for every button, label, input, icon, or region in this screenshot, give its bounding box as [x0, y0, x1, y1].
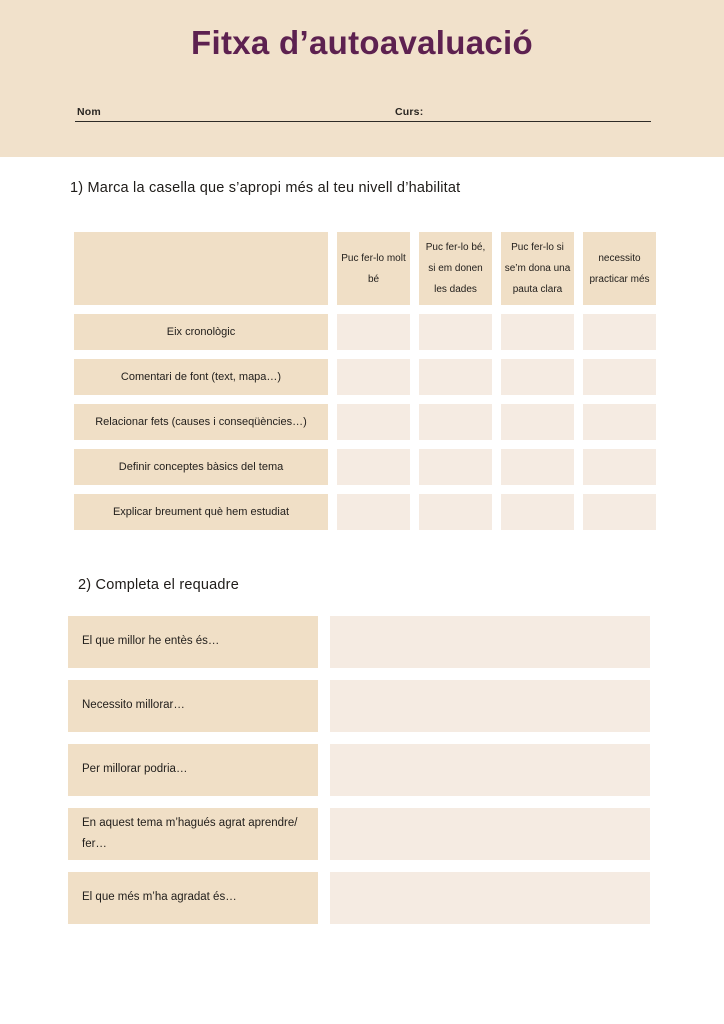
answer-cell[interactable]	[501, 359, 574, 395]
column-header: necessito practicar més	[583, 232, 656, 305]
answer-cell[interactable]	[501, 449, 574, 485]
answer-box[interactable]	[330, 808, 650, 860]
table-corner-cell	[74, 232, 328, 305]
row-label: Comentari de font (text, mapa…)	[74, 359, 328, 395]
name-label: Nom	[77, 106, 101, 118]
section1-heading: 1) Marca la casella que s’apropi més al teu nivell d’habilitat	[70, 180, 461, 196]
row-label: Eix cronològic	[74, 314, 328, 350]
answer-cell[interactable]	[419, 404, 492, 440]
answer-cell[interactable]	[583, 314, 656, 350]
answer-box[interactable]	[330, 744, 650, 796]
skills-table	[74, 232, 656, 530]
completa-row	[68, 616, 650, 668]
answer-cell[interactable]	[337, 404, 410, 440]
answer-cell[interactable]	[419, 449, 492, 485]
column-header: Puc fer-lo molt bé	[337, 232, 410, 305]
answer-cell[interactable]	[583, 359, 656, 395]
answer-cell[interactable]	[501, 314, 574, 350]
completa-row	[68, 680, 650, 732]
completa-row	[68, 808, 650, 860]
answer-box[interactable]	[330, 680, 650, 732]
completa-row	[68, 744, 650, 796]
completa-rows	[68, 616, 650, 936]
answer-cell[interactable]	[419, 314, 492, 350]
completa-row	[68, 872, 650, 924]
page-title: Fitxa d’autoavaluació	[191, 24, 533, 61]
name-course-underline[interactable]	[75, 121, 651, 122]
answer-cell[interactable]	[501, 494, 574, 530]
answer-cell[interactable]	[337, 449, 410, 485]
row-label: Explicar breument què hem estudiat	[74, 494, 328, 530]
column-header: Puc fer-lo bé, si em donen les dades	[419, 232, 492, 305]
prompt-label: El que més m’ha agradat és…	[68, 872, 318, 924]
prompt-label: En aquest tema m’hagués agrat aprendre/ fer…	[68, 808, 318, 860]
prompt-label: Necessito millorar…	[68, 680, 318, 732]
course-label: Curs:	[395, 106, 424, 118]
answer-cell[interactable]	[419, 359, 492, 395]
header-band	[0, 0, 724, 157]
answer-box[interactable]	[330, 616, 650, 668]
answer-cell[interactable]	[337, 314, 410, 350]
row-label: Relacionar fets (causes i conseqüències…)	[74, 404, 328, 440]
answer-cell[interactable]	[583, 449, 656, 485]
row-label: Definir conceptes bàsics del tema	[74, 449, 328, 485]
answer-cell[interactable]	[501, 404, 574, 440]
answer-cell[interactable]	[583, 404, 656, 440]
prompt-label: Per millorar podria…	[68, 744, 318, 796]
answer-cell[interactable]	[337, 359, 410, 395]
answer-cell[interactable]	[583, 494, 656, 530]
section2-heading: 2) Completa el requadre	[78, 577, 239, 593]
answer-box[interactable]	[330, 872, 650, 924]
prompt-label: El que millor he entès és…	[68, 616, 318, 668]
answer-cell[interactable]	[419, 494, 492, 530]
column-header: Puc fer-lo si se’m dona una pauta clara	[501, 232, 574, 305]
answer-cell[interactable]	[337, 494, 410, 530]
